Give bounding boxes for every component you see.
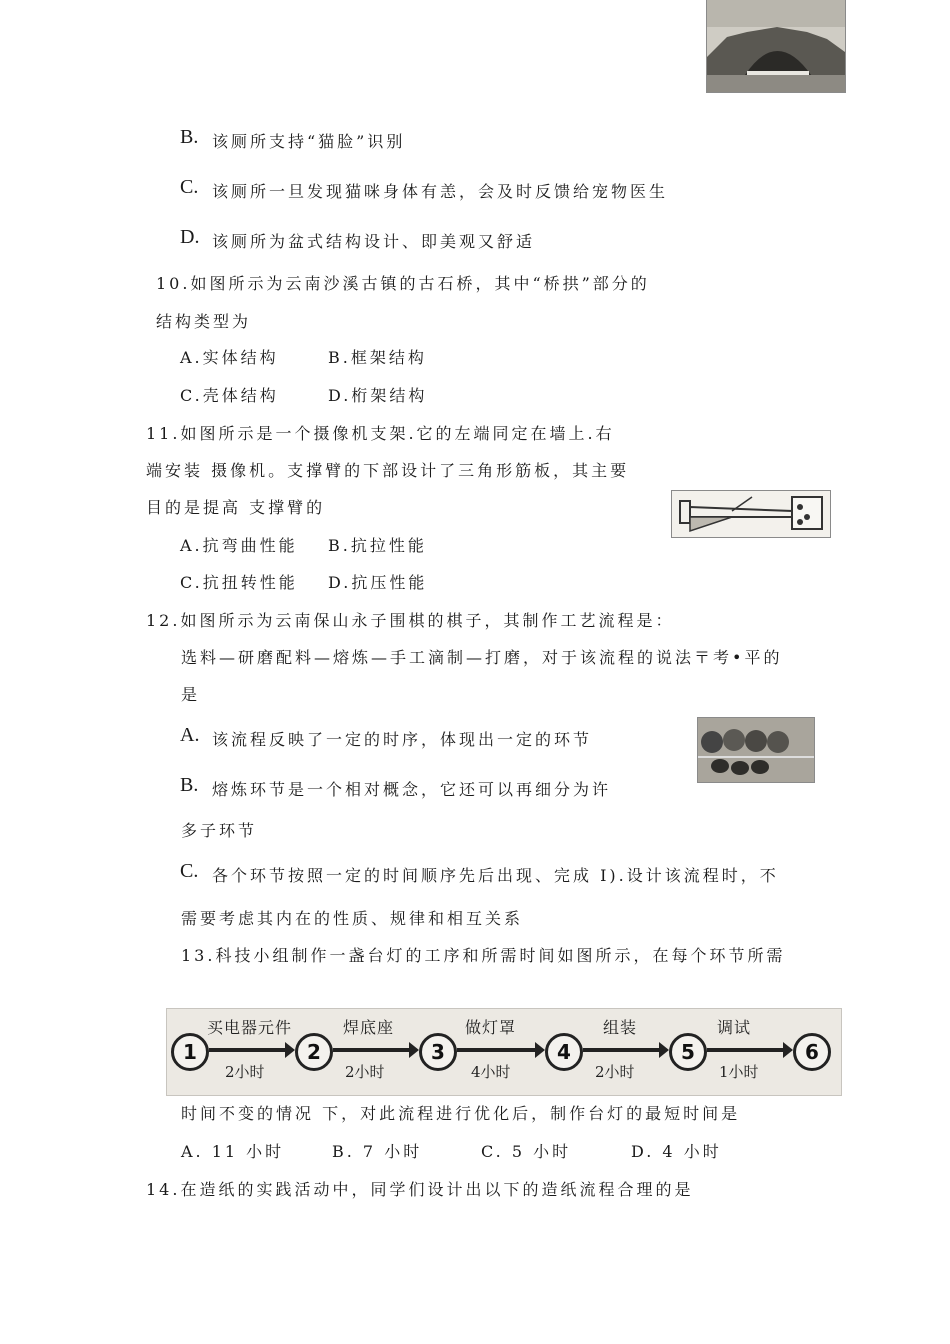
flow-step-label: 做灯罩 — [465, 1018, 517, 1037]
lamp-process-flowchart — [166, 1008, 842, 1096]
option-letter: C. — [180, 860, 199, 882]
flow-node: 1 — [171, 1033, 209, 1071]
flow-step-label: 焊底座 — [343, 1018, 395, 1037]
camera-bracket-figure — [671, 490, 831, 538]
q11-stem-line3: 目的是提高 支撑臂的 — [146, 498, 326, 517]
q11-stem-line2: 端安装 摄像机。支撑臂的下部设计了三角形筋板，其主要 — [146, 461, 630, 480]
flow-arrow — [457, 1048, 537, 1052]
flow-step-label: 调试 — [717, 1018, 752, 1037]
go-pieces-illustration — [698, 718, 814, 782]
option-text: 该流程反映了一定的时序，体现出一定的环节 — [212, 730, 593, 749]
option-letter: B. — [180, 126, 199, 148]
flow-duration-label: 1小时 — [719, 1063, 759, 1081]
option-letter: A. — [180, 724, 200, 746]
q11-option-c: C.抗扭转性能 — [180, 573, 298, 592]
q12-option-b-continued: 多子环节 — [181, 821, 258, 840]
q10-option-d: D.桁架结构 — [328, 386, 428, 405]
option-letter: B. — [180, 774, 199, 796]
q12-option-c-continued: 需要考虑其内在的性质、规律和相互关系 — [181, 909, 524, 928]
q12-stem-line1: 12.如图所示为云南保山永子围棋的棋子，其制作工艺流程是： — [146, 611, 675, 630]
flow-duration-label: 2小时 — [225, 1063, 265, 1081]
flow-duration-label: 2小时 — [595, 1063, 635, 1081]
flow-step-label: 组装 — [603, 1018, 638, 1037]
q11-option-d: D.抗压性能 — [328, 573, 428, 592]
flow-node: 6 — [793, 1033, 831, 1071]
flow-node: 3 — [419, 1033, 457, 1071]
q11-option-a: A.抗弯曲性能 — [180, 536, 298, 555]
flow-node: 4 — [545, 1033, 583, 1071]
flow-duration-label: 4小时 — [471, 1063, 511, 1081]
q10-stem-line2: 结构类型为 — [156, 312, 252, 331]
go-pieces-photo — [697, 717, 815, 783]
q14-stem-line1: 14.在造纸的实践活动中，同学们设计出以下的造纸流程合理的是 — [146, 1180, 694, 1199]
flow-arrow — [707, 1048, 785, 1052]
q11-option-b: B.抗拉性能 — [328, 536, 427, 555]
flow-arrow — [583, 1048, 661, 1052]
q12-stem-line3: 是 — [181, 685, 201, 704]
option-letter: D. — [180, 226, 200, 248]
q13-option-d: D. 4 小时 — [631, 1142, 722, 1161]
q13-stem-line1: 13.科技小组制作一盏台灯的工序和所需时间如图所示，在每个环节所需 — [181, 946, 786, 965]
q13-option-c: C. 5 小时 — [481, 1142, 572, 1161]
stone-bridge-photo — [706, 0, 846, 93]
option-text: 各个环节按照一定的时间顺序先后出现、完成 I).设计该流程时，不 — [212, 866, 779, 885]
camera-bracket-illustration — [672, 491, 830, 537]
flow-step-label: 买电器元件 — [207, 1018, 293, 1037]
flow-arrow — [209, 1048, 287, 1052]
option-text: 熔炼环节是一个相对概念，它还可以再细分为许 — [212, 780, 612, 799]
flow-arrow — [333, 1048, 411, 1052]
option-text: 该厕所一旦发现猫咪身体有恙，会及时反馈给宠物医生 — [212, 182, 669, 201]
q13-stem-line2: 时间不变的情况 下，对此流程进行优化后，制作台灯的最短时间是 — [181, 1104, 741, 1123]
option-letter: C. — [180, 176, 199, 198]
q10-option-c: C.壳体结构 — [180, 386, 279, 405]
q13-option-a: A. 11 小时 — [181, 1142, 285, 1161]
stone-bridge-illustration — [707, 0, 845, 92]
flow-node: 2 — [295, 1033, 333, 1071]
flow-duration-label: 2小时 — [345, 1063, 385, 1081]
q10-option-b: B.框架结构 — [328, 348, 427, 367]
flow-node: 5 — [669, 1033, 707, 1071]
option-text: 该厕所支持“猫脸”识别 — [212, 132, 406, 151]
q11-stem-line1: 11.如图所示是一个摄像机支架.它的左端同定在墙上.右 — [146, 424, 615, 443]
q12-stem-line2: 选料—研磨配料—熔炼—手工滴制—打磨，对于该流程的说法〒考•平的 — [181, 648, 783, 667]
q10-option-a: A.实体结构 — [180, 348, 279, 367]
option-text: 该厕所为盆式结构设计、即美观又舒适 — [212, 232, 536, 251]
q13-option-b: B. 7 小时 — [332, 1142, 423, 1161]
q10-stem-line1: 10.如图所示为云南沙溪古镇的古石桥，其中“桥拱”部分的 — [156, 274, 650, 293]
